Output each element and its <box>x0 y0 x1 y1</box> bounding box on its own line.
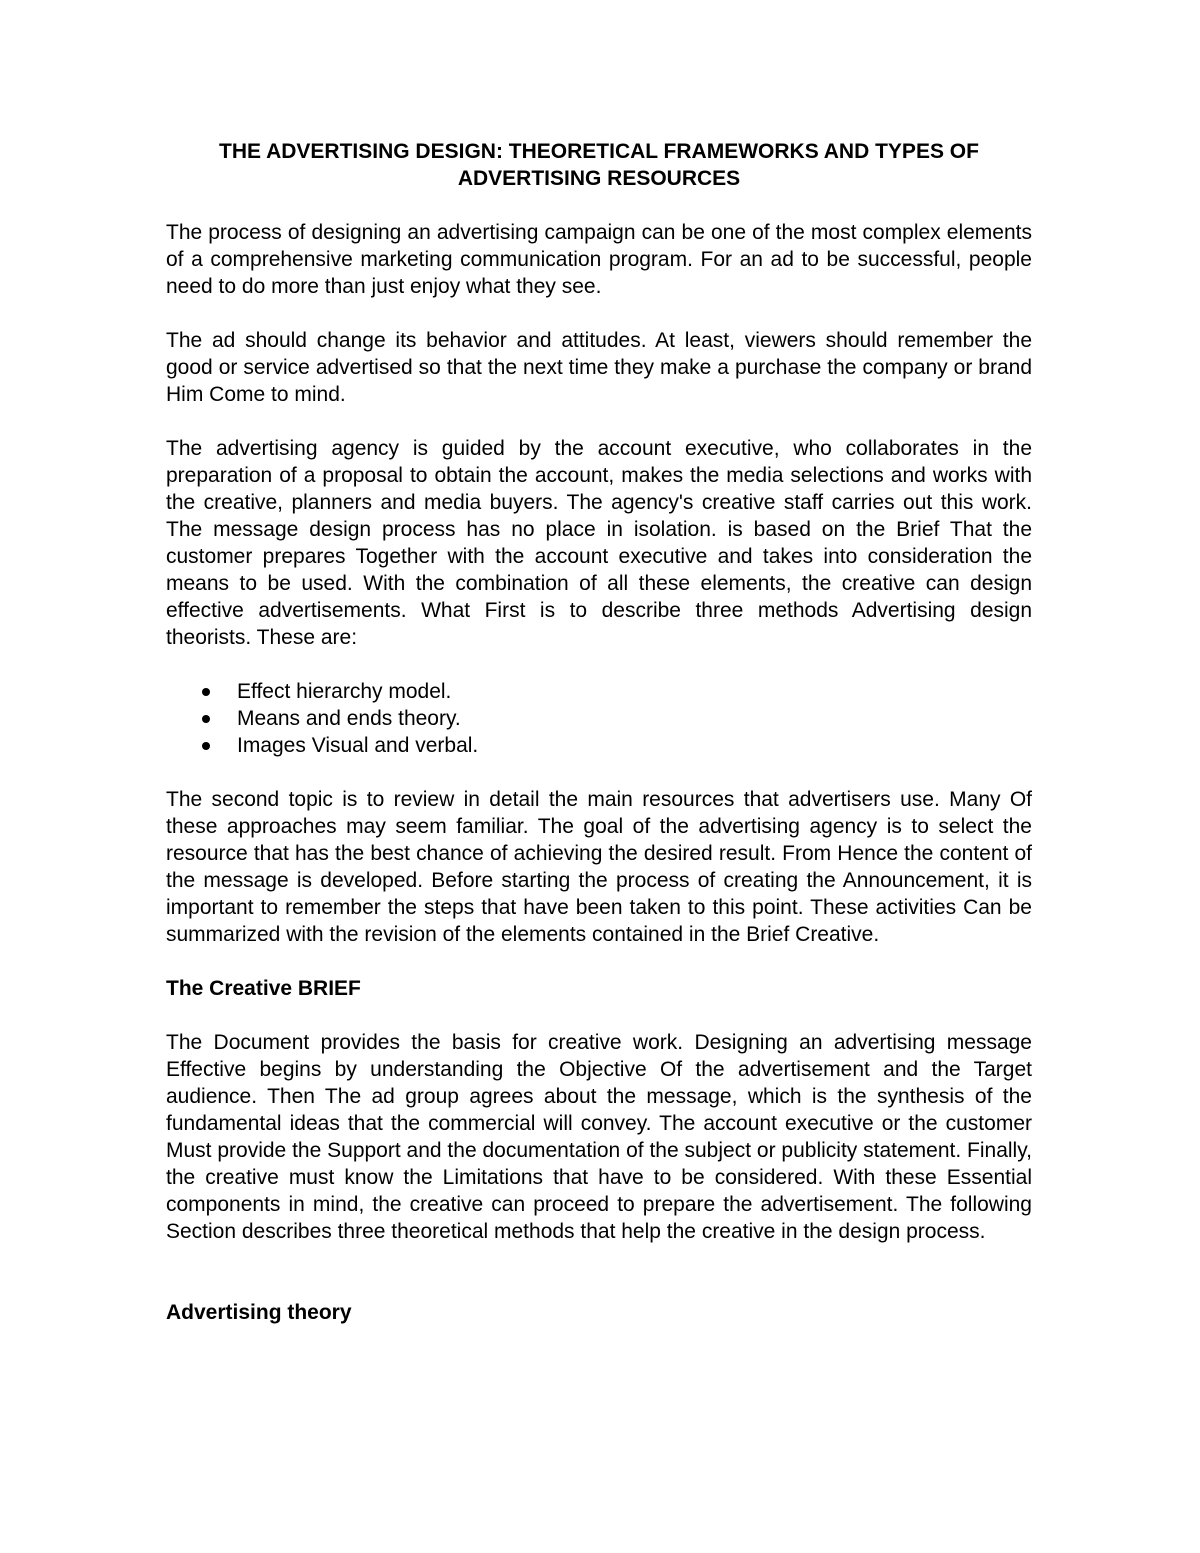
section-heading-creative-brief: The Creative BRIEF <box>166 977 361 1000</box>
paragraph-creative-brief: The Document provides the basis for creative work. Designing an advertising message Effective begins by understanding the Objective Of the advertisement and the Target audience. Then The ad group agrees about the message, which is the synthesis of the fundamental ideas that the commercial will convey. The account executive or the customer Must provide the Support and the documentation of the subject or publicity statement. Finally, the creative must know the Limitations that have to be considered. With these Essential components in mind, the creative can proceed to prepare the advertisement. The following Section describes three theoretical methods that help the creative in the design process. <box>166 1031 1032 1243</box>
paragraph-intro: The process of designing an advertising campaign can be one of the most complex elements of a comprehensive marketing communication program. For an ad to be successful, people need to do more than just enjoy what they see. <box>166 221 1032 298</box>
paragraph-behavior: The ad should change its behavior and attitudes. At least, viewers should remember the good or service advertised so that the next time they make a purchase the company or brand Him Come to mind. <box>166 329 1032 406</box>
title-line-1: THE ADVERTISING DESIGN: THEORETICAL FRAMEWORKS AND TYPES OF <box>219 140 979 163</box>
bullet-icon <box>202 688 210 696</box>
list-item-text: Images Visual and verbal. <box>237 734 479 757</box>
list-item-text: Means and ends theory. <box>237 707 461 730</box>
document-title <box>166 138 1032 192</box>
document-page <box>166 138 1032 1326</box>
bullet-icon <box>202 715 210 723</box>
section-heading-advertising-theory: Advertising theory <box>166 1301 352 1324</box>
title-line-2: ADVERTISING RESOURCES <box>457 167 741 190</box>
list-item-text: Effect hierarchy model. <box>237 680 452 703</box>
bullet-icon <box>202 742 210 750</box>
list-item <box>166 705 1032 732</box>
paragraph-agency: The advertising agency is guided by the account executive, who collaborates in the preparation of a proposal to obtain the account, makes the media selections and works with the creative, planners and media buyers. The agency's creative staff carries out this work. The message design process has no place in isolation. is based on the Brief That the customer prepares Together with the account executive and takes into consideration the means to be used. With the combination of all these elements, the creative can design effective advertisements. What First is to describe three methods Advertising design theorists. These are: <box>166 437 1032 649</box>
paragraph-resources: The second topic is to review in detail the main resources that advertisers use. Many Of these approaches may seem familiar. The goal of the advertising agency is to select the resource that has the best chance of achieving the desired result. From Hence the content of the message is developed. Before starting the process of creating the Announcement, it is important to remember the steps that have been taken to this point. These activities Can be summarized with the revision of the elements contained in the Brief Creative. <box>166 788 1032 946</box>
list-item <box>166 732 1032 759</box>
list-item <box>166 678 1032 705</box>
methods-list <box>166 678 1032 759</box>
